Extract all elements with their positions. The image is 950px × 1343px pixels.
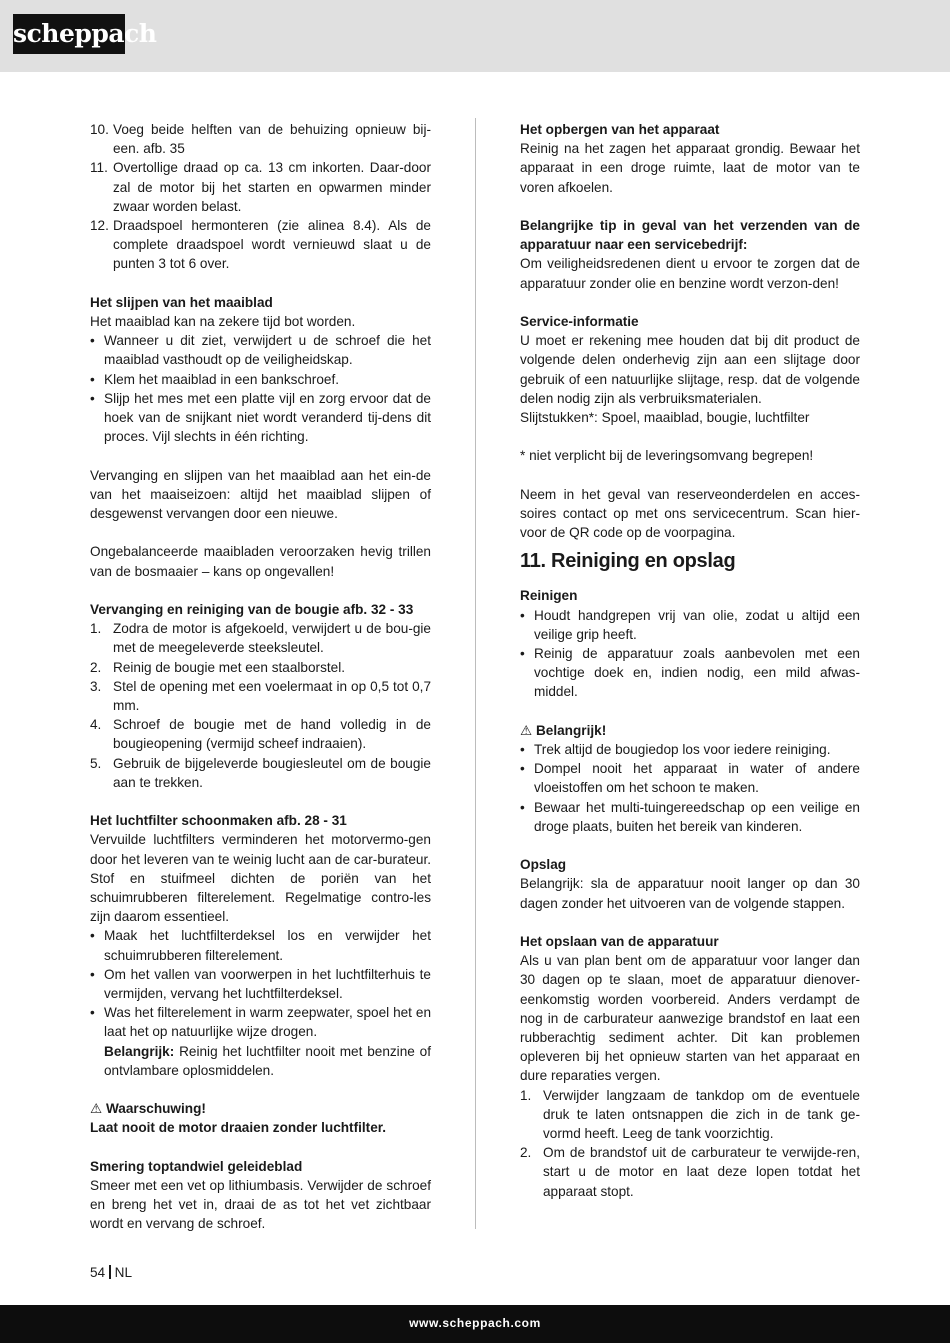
warning-text: Laat nooit de motor draaien zonder luchtfilter. [90,1120,387,1136]
service-paragraph: U moet er rekening mee houden dat bij dit product de volgende delen onderhevig zijn aan een slijtage door gebruik of een natuurlijke slijtage, resp. dat de volgende delen nodig zijn als verbruiksmaterialen. [520,333,860,406]
list-item: 4. Schroef de bougie met de hand volledig in de bougieopening (vermijd scheef indraaien). [90,717,431,752]
list-item: • Om het vallen van voorwerpen in het luchtfilterhuis te vermijden, vervang het luchtfilterdeksel. [90,966,431,1002]
storage-paragraph: Reinig na het zagen het apparaat grondig. Bewaar het apparaat in een droge ruimte, laat de motor van te voren afkoelen. [520,141,860,195]
footnote: * niet verplicht bij de leveringsomvang begrepen! [520,448,814,464]
list-item: 11. Overtollige draad op ca. 13 cm inkorten. Daar-door zal de motor bij het starten en opwarmen minder zwaar worden belast. [90,160,431,214]
store-paragraph: Als u van plan bent om de apparatuur voor langer dan 30 dagen op te slaan, moet de apparatuur dienover-eenkomstig worden voorbereid. Anders verdampt de nog in de carburateur aanwezige brandstof en laat een rubberachtig sediment achter. Dit kan problemen opleveren bij het opnieuw starten van het apparaat en dure reparaties vergen. [520,953,860,1084]
list-item: • Trek altijd de bougiedop los voor iedere reiniging. [520,742,831,758]
list-item: 10. Voeg beide helften van de behuizing opnieuw bij-een. afb. 35 [90,122,431,157]
list-item: 3. Stel de opening met een voelermaat in op 0,5 tot 0,7 mm. [90,678,431,714]
list-item: 12. Draadspoel hermonteren (zie alinea 8.4). Als de complete draadspoel wordt vernieuwd slaat u de punten 3 tot 6 over. [90,218,431,272]
sharpen-intro: Het maaiblad kan na zekere tijd bot worden. [90,314,356,330]
important-title: ⚠ Belangrijk! [520,722,607,738]
column-divider [475,118,476,1229]
opslag-heading: Opslag [520,857,567,873]
list-item: • Houdt handgrepen vrij van olie, zodat u altijd een veilige grip heeft. [520,607,860,642]
list-item: • Maak het luchtfilterdeksel los en verwijder het schuimrubberen filterelement. [90,928,431,963]
replace-paragraph: Vervanging en slijpen van het maaiblad aan het ein-de van het maaiseizoen: altijd het maaiblad slijpen of desgewenst vervangen door een nieuwe. [90,467,431,522]
plug-heading: Vervanging en reiniging van de bougie afb. 32 - 33 [90,602,414,618]
header-bar [0,0,950,72]
section-title: 11. Reiniging en opslag [520,550,736,573]
grease-paragraph: Smeer met een vet op lithiumbasis. Verwijder de schroef en breng het vet in, draai de as tot het vet zichtbaar wordt en vervang de schroef. [90,1178,431,1232]
page-number: 54 NL [90,1265,133,1280]
grease-heading: Smering toptandwiel geleideblad [90,1158,303,1174]
service-heading: Service-informatie [520,314,639,329]
footer-bar [0,1305,950,1343]
list-item: 1. Verwijder langzaam de tankdop om de eventuele druk te laten ontsnappen die zich in de tank ge-vormd heeft. Leeg de tank voorzichtig. [520,1087,860,1142]
spare-parts-paragraph: Neem in het geval van reserveonderdelen en acces-soires contact op met ons servicecentrum. Scan hier-voor de QR code op de voorpagina. [520,486,860,541]
left-column [90,120,431,1234]
store-heading: Het opslaan van de apparatuur [520,934,719,950]
list-item: • Reinig de apparatuur zoals aanbevolen met een vochtige doek en, indien nodig, een mild afwas-middel. [520,646,860,700]
list-item: • Bewaar het multi-tuingereedschap op een veilige en droge plaats, buiten het bereik van kinderen. [520,799,860,834]
shipping-paragraph: Om veiligheidsredenen dient u ervoor te zorgen dat de apparatuur zonder olie en benzine wordt verzon-den! [520,256,860,291]
website-link[interactable]: www.scheppach.com [409,1316,541,1330]
filter-heading: Het luchtfilter schoonmaken afb. 28 - 31 [90,813,347,829]
list-item: • Dompel nooit het apparaat in water of andere vloeistoffen om het schoon te maken. [520,761,860,796]
list-item: • Klem het maaiblad in een bankschroef. [90,371,340,387]
clean-heading: Reinigen [520,588,578,604]
list-item: 2. Om de brandstof uit de carburateur te verwijde-ren, start u de motor en laat deze lopen totdat het apparaat stopt. [520,1145,860,1199]
list-item: 5. Gebruik de bijgeleverde bougiesleutel om de bougie aan te trekken. [90,755,431,790]
filter-paragraph: Vervuilde luchtfilters verminderen het motorvermo-gen door het leveren van te weinig lucht aan de car-burateur. Stof en stuifmeel dichten de poriën van het schuimrubberen filterelement. Regelmatige contro-les zijn daarom essentieel. [90,832,431,925]
numbered-list-housing [90,120,431,274]
right-column [520,120,860,1201]
list-item: • Wanneer u dit ziet, verwijdert u de schroef die het maaiblad vasthoudt op de veiligheidskap. [90,333,431,368]
shipping-heading: Belangrijke tip in geval van het verzenden van de apparatuur naar een servicebedrijf: [520,218,860,253]
list-item: • Slijp het mes met een platte vijl en zorg ervoor dat de hoek van de snijkant niet wordt veranderd tij-dens dit proces. Vijl slechts in één richting. [90,390,431,445]
sharpen-heading: Het slijpen van het maaiblad [90,294,273,310]
list-item: 1. Zodra de motor is afgekoeld, verwijdert u de bou-gie met de meegeleverde steeksleutel. [90,621,431,656]
scheppach-logo: scheppach [13,14,125,54]
storage-heading: Het opbergen van het apparaat [520,122,720,137]
list-item: 2. Reinig de bougie met een staalborstel. [90,659,345,675]
list-item: • Was het filterelement in warm zeepwater, spoel het en laat het op natuurlijke wijze drogen. [90,1005,431,1040]
unbalanced-paragraph: Ongebalanceerde maaibladen veroorzaken hevig trillen van de bosmaaier – kans op ongevallen! [90,544,431,579]
filter-important-note: Belangrijk: Reinig het luchtfilter nooit met benzine of ontvlambare oplosmiddelen. [104,1043,431,1078]
wear-parts: Slijtstukken*: Spoel, maaiblad, bougie, luchtfilter [520,410,810,426]
opslag-paragraph: Belangrijk: sla de apparatuur nooit langer op dan 30 dagen zonder het uitvoeren van de volgende stappen. [520,876,860,911]
warning-title: ⚠ Waarschuwing! [90,1101,206,1117]
